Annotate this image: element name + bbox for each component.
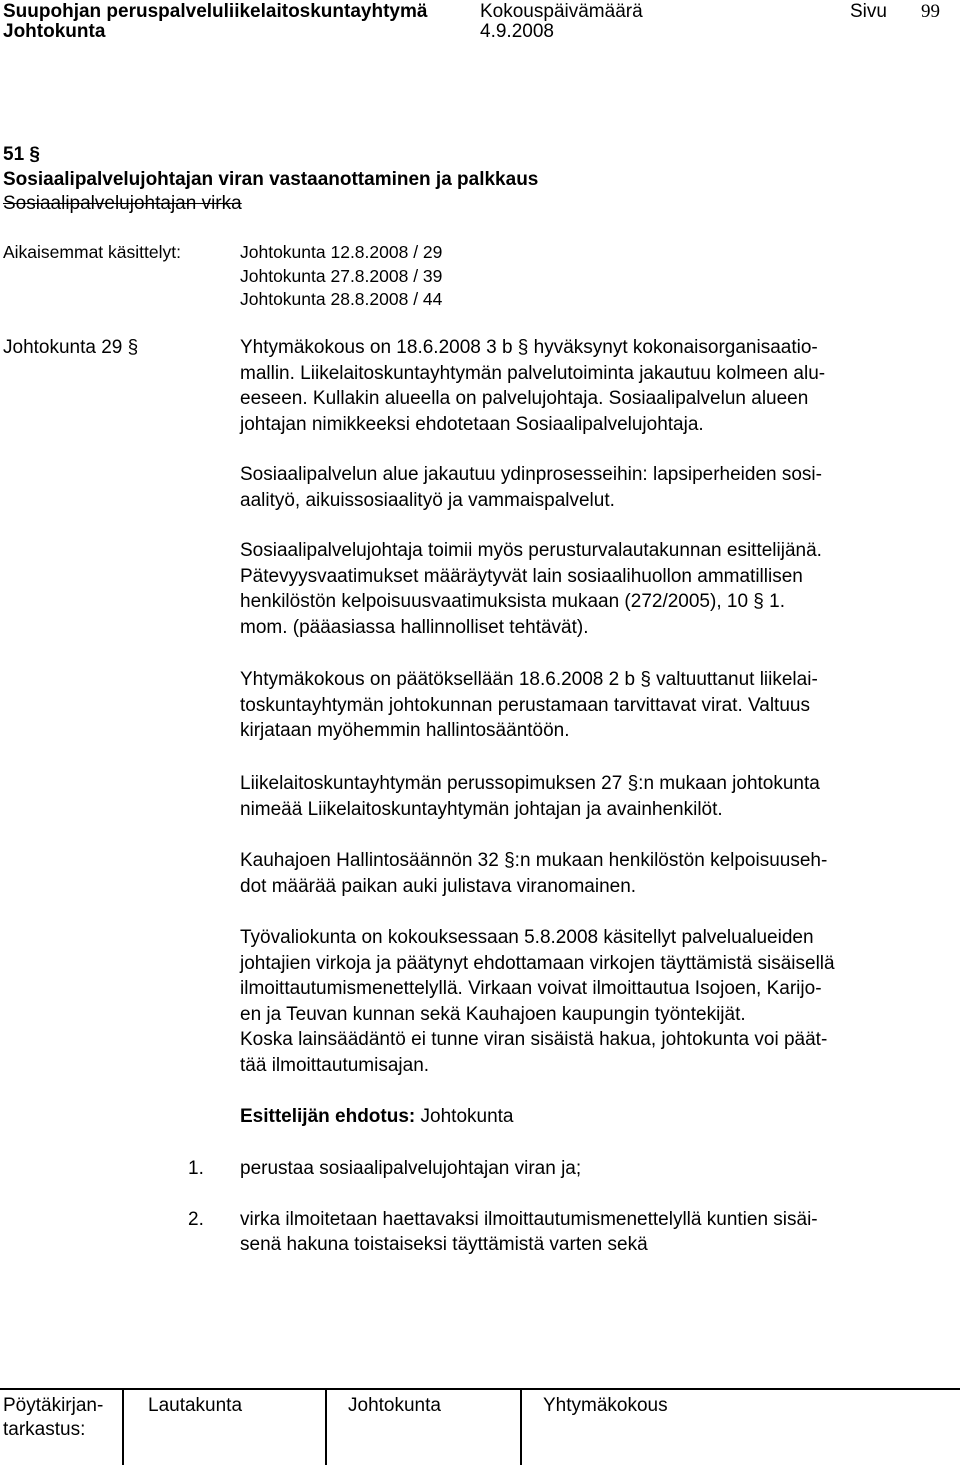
footer-column-lautakunta: Lautakunta [148, 1395, 243, 1416]
proposal-label: Esittelijän ehdotus: [240, 1106, 416, 1127]
section-title: Sosiaalipalvelujohtajan viran vastaanottaminen ja palkkaus [3, 169, 539, 190]
text-line: en ja Teuvan kunnan sekä Kauhajoen kaupungin työntekijät. [240, 1003, 746, 1025]
text-line: johtajan nimikkeeksi ehdotetaan Sosiaalipalvelujohtaja. [240, 413, 704, 435]
paragraph-administrative-rule [240, 848, 945, 899]
text-line: henkilöstön kelpoisuusvaatimuksista mukaan (272/2005), 10 § 1. [240, 591, 785, 612]
paragraph-organization-model [240, 335, 945, 437]
text-line: Sosiaalipalvelun alue jakautuu ydinprosesseihin: lapsiperheiden sosi- [240, 464, 822, 485]
text-line: Koska lainsäädäntö ei tunne viran sisäistä hakua, johtokunta voi päät- [240, 1029, 828, 1050]
text-line: johtajien virkoja ja päätynyt ehdottamaan virkojen täyttämistä sisäisellä [240, 952, 835, 974]
text-line: tää ilmoittautumisajan. [240, 1054, 430, 1076]
text-line: eeseen. Kullakin alueella on palvelujohtaja. Sosiaalipalvelun alueen [240, 388, 809, 409]
footer-check-label: Pöytäkirjan- [3, 1395, 104, 1416]
text-line: aalityö, aikuissosiaalityö ja vammaispalvelut. [240, 489, 615, 511]
decision-reference: Johtokunta 29 § [3, 337, 139, 358]
text-line: Sosiaalipalvelujohtaja toimii myös perusturvalautakunnan esittelijänä. [240, 540, 822, 561]
previous-handling-label: Aikaisemmat käsittelyt: [3, 242, 181, 262]
text-line: Yhtymäkokous on päätöksellään 18.6.2008 2 b § valtuuttanut liikelai- [240, 669, 818, 690]
paragraph-basic-agreement [240, 771, 945, 822]
paragraph-service-area [240, 462, 945, 513]
section-struck-subtitle: Sosiaalipalvelujohtajan virka [3, 193, 242, 214]
text-line: dot määrää paikan auki julistava viranomainen. [240, 875, 637, 897]
list-item-text: senä hakuna toistaiseksi täyttämistä varten sekä [240, 1234, 648, 1255]
previous-handling-item: Johtokunta 27.8.2008 / 39 [240, 266, 443, 286]
header-page-number: 99 [921, 1, 940, 22]
text-line: Työvaliokunta on kokouksessaan 5.8.2008 käsitellyt palvelualueiden [240, 927, 814, 948]
text-line: Liikelaitoskuntayhtymän perussopimuksen 27 §:n mukaan johtokunta [240, 773, 820, 794]
paragraph-working-committee [240, 925, 945, 1078]
section-number: 51 § [3, 144, 40, 165]
text-line: mallin. Liikelaitoskuntayhtymän palvelutoiminta jakautuu kolmeen alu- [240, 362, 826, 384]
list-item-text: perustaa sosiaalipalvelujohtajan viran ja; [240, 1158, 582, 1179]
text-line: nimeää Liikelaitoskuntayhtymän johtajan ja avainhenkilöt. [240, 798, 723, 820]
list-number: 1. [188, 1158, 204, 1179]
paragraph-qualifications [240, 538, 945, 640]
header-meeting-date-label: Kokouspäivämäärä [480, 1, 643, 22]
previous-handling-item: Johtokunta 12.8.2008 / 29 [240, 242, 443, 262]
text-line: kirjataan myöhemmin hallintosääntöön. [240, 720, 570, 741]
previous-handling-item: Johtokunta 28.8.2008 / 44 [240, 289, 443, 309]
text-line: Yhtymäkokous on 18.6.2008 3 b § hyväksynyt kokonaisorganisaatio- [240, 337, 818, 358]
paragraph-authorization [240, 667, 945, 744]
footer-divider [0, 1388, 960, 1390]
text-line: Kauhajoen Hallintosäännön 32 §:n mukaan henkilöstön kelpoisuuseh- [240, 850, 828, 871]
proposal-body: Johtokunta [420, 1106, 514, 1127]
footer-column-divider [325, 1390, 327, 1465]
list-number: 2. [188, 1209, 204, 1230]
list-item-text: virka ilmoitetaan haettavaksi ilmoittautumismenettelyllä kuntien sisäi- [240, 1209, 818, 1230]
footer-column-divider [520, 1390, 522, 1465]
text-line: mom. (pääasiassa hallinnolliset tehtävät). [240, 616, 589, 638]
footer-column-divider [122, 1390, 124, 1465]
text-line: ilmoittautumismenettelyllä. Virkaan voivat ilmoittautua Isojoen, Karijo- [240, 978, 822, 999]
text-line: toskuntayhtymän johtokunnan perustamaan tarvittavat virat. Valtuus [240, 694, 810, 716]
header-date: 4.9.2008 [480, 21, 554, 42]
footer-column-yhtymakokous: Yhtymäkokous [543, 1395, 668, 1416]
text-line: Pätevyysvaatimukset määräytyvät lain sosiaalihuollon ammatillisen [240, 565, 803, 587]
header-organization: Suupohjan peruspalveluliikelaitoskuntayhtymä [3, 1, 428, 22]
header-page-label: Sivu [850, 1, 887, 22]
proposal-heading [240, 1105, 514, 1129]
header-body: Johtokunta [3, 21, 106, 42]
footer-check-label: tarkastus: [3, 1419, 86, 1440]
footer-column-johtokunta: Johtokunta [348, 1395, 441, 1416]
